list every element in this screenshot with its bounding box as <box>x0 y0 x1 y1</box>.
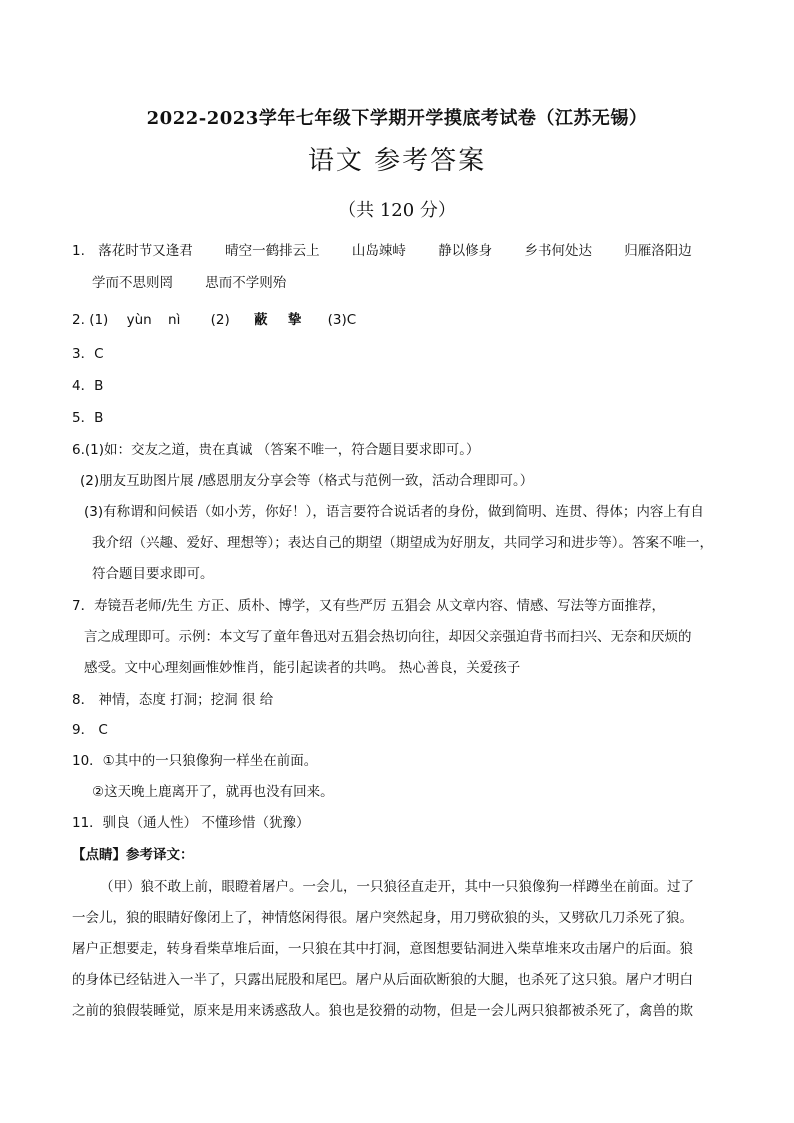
q1-answer: 落花时节又逢君 <box>98 243 193 259</box>
q1-answer: 晴空一鹤排云上 <box>225 243 320 259</box>
q2-number: 2. <box>72 312 85 328</box>
exam-title: 2022-2023学年七年级下学期开学摸底考试卷（江苏无锡） <box>146 108 648 129</box>
q6-line-3: (3)有称谓和问候语（如小芳，你好！），语言要符合说话者的身份，做到简明、连贯、得体；内容上有自 <box>84 504 704 520</box>
q1-answer: 思而不学则殆 <box>205 275 287 291</box>
q1-answer: 山岛竦峙 <box>351 243 406 259</box>
translation-line-1: （甲）狼不敢上前，眼瞪着屠户。一会儿，一只狼径直走开，其中一只狼像狗一样蹲坐在前面。过了 <box>100 879 694 895</box>
q10-line-2: ②这天晚上鹿离开了，就再也没有回来。 <box>92 784 334 800</box>
q7-line-1: 7．寿镜吾老师/先生 方正、质朴、博学，又有些严厉 五猖会 从文章内容、情感、写法等方面推荐， <box>72 598 666 614</box>
q1-number: 1. <box>72 243 85 259</box>
q5-answer: 5．B <box>72 410 104 426</box>
q11-answer: 11．驯良（通人性） 不懂珍惜（犹豫） <box>72 815 310 831</box>
q1-answer: 学而不思则罔 <box>92 275 173 291</box>
translation-line-2: 一会儿，狼的眼睛好像闭上了，神情悠闲得很。屠户突然起身，用刀劈砍狼的头，又劈砍几刀杀死了狼。 <box>72 910 693 926</box>
q8-answer: 8． 神情，态度 打洞；挖洞 很 给 <box>72 692 274 708</box>
q3-answer: 3．C <box>72 346 104 362</box>
q6-line-2: (2)朋友互助图片展 /感恩朋友分享会等（格式与范例一致，活动合理即可。） <box>80 473 534 489</box>
subject-title: 语文 参考答案 <box>307 146 487 176</box>
q6-line-5: 符合题目要求即可。 <box>92 566 214 582</box>
q9-answer: 9． C <box>72 722 108 738</box>
q1-answer: 静以修身 <box>438 243 493 259</box>
q10-line-1: 10．①其中的一只狼像狗一样坐在前面。 <box>72 753 318 769</box>
q7-line-2: 言之成理即可。示例：本文写了童年鲁迅对五猖会热切向往，却因父亲强迫背书而扫兴、无奈和厌烦的 <box>84 629 692 645</box>
q6-line-1: 6.(1)如：交友之道，贵在真诚 （答案不唯一，符合题目要求即可。） <box>72 442 480 458</box>
total-score: （共 120 分） <box>338 200 456 221</box>
q2-part3: (3)C <box>327 312 357 328</box>
translation-line-5: 之前的狼假装睡觉，原来是用来诱惑敌人。狼也是狡猾的动物，但是一会儿两只狼都被杀死了，禽兽的欺 <box>72 1003 693 1019</box>
q4-answer: 4．B <box>72 378 104 394</box>
q2-pinyin-1: yùn <box>126 312 152 328</box>
q2-line <box>72 310 356 330</box>
q6-line-4: 我介绍（兴趣、爱好、理想等）；表达自己的期望（期望成为好朋友，共同学习和进步等）。答案不唯一， <box>92 535 713 551</box>
translation-line-3: 屠户正想要走，转身看柴草堆后面，一只狼在其中打洞，意图想要钻洞进入柴草堆来攻击屠户的后面。狼 <box>72 941 693 957</box>
q2-char-1: 蔽 <box>254 312 268 328</box>
q1-answer: 归雁洛阳边 <box>624 243 692 259</box>
q1-line-1 <box>72 241 692 261</box>
q2-part1-label: (1) <box>89 312 109 328</box>
q2-part2-label: (2) <box>210 312 230 328</box>
q7-line-3: 感受。文中心理刻画惟妙惟肖，能引起读者的共鸣。 热心善良，关爱孩子 <box>84 660 521 676</box>
tip-label: 【点睛】参考译文： <box>72 847 194 863</box>
q1-line-2 <box>92 273 286 293</box>
q2-pinyin-2: nì <box>168 312 181 328</box>
q2-char-2: 挚 <box>287 312 302 328</box>
q1-answer: 乡书何处达 <box>524 243 592 259</box>
translation-line-4: 的身体已经钻进入一半了，只露出屁股和尾巴。屠户从后面砍断狼的大腿，也杀死了这只狼。屠户才明白 <box>72 972 693 988</box>
